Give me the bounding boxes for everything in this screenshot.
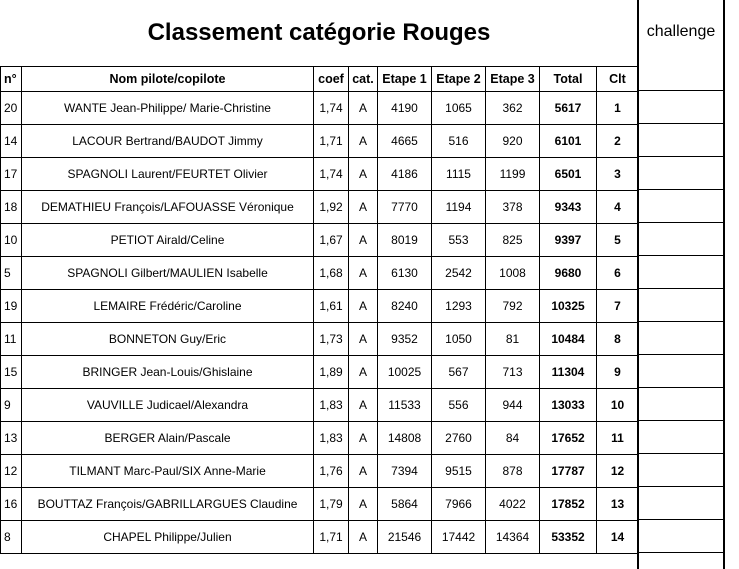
row-name: CHAPEL Philippe/Julien — [22, 521, 314, 554]
row-number: 14 — [1, 125, 22, 158]
row-name: BERGER Alain/Pascale — [22, 422, 314, 455]
row-etape2: 1293 — [432, 290, 486, 323]
row-clt: 8 — [597, 323, 639, 356]
col-header-total: Total — [540, 67, 597, 92]
row-etape3: 378 — [486, 191, 540, 224]
challenge-header: challenge — [646, 23, 716, 40]
table-row — [1, 323, 639, 356]
row-number: 16 — [1, 488, 22, 521]
row-name: BOUTTAZ François/GABRILLARGUES Claudine — [22, 488, 314, 521]
table-row — [1, 191, 639, 224]
row-name: LEMAIRE Frédéric/Caroline — [22, 290, 314, 323]
row-clt: 4 — [597, 191, 639, 224]
row-number: 5 — [1, 257, 22, 290]
row-clt: 14 — [597, 521, 639, 554]
row-etape3: 792 — [486, 290, 540, 323]
row-cat: A — [349, 389, 378, 422]
row-total: 6101 — [540, 125, 597, 158]
table-row — [1, 455, 639, 488]
col-header-name: Nom pilote/copilote — [22, 67, 314, 92]
challenge-cell — [638, 355, 724, 388]
row-coef: 1,68 — [314, 257, 349, 290]
col-header-etape2: Etape 2 — [432, 67, 486, 92]
table-row — [1, 158, 639, 191]
row-etape1: 11533 — [378, 389, 432, 422]
row-coef: 1,76 — [314, 455, 349, 488]
row-etape3: 14364 — [486, 521, 540, 554]
row-etape3: 81 — [486, 323, 540, 356]
row-coef: 1,71 — [314, 521, 349, 554]
row-clt: 13 — [597, 488, 639, 521]
row-name: VAUVILLE Judicael/Alexandra — [22, 389, 314, 422]
row-coef: 1,79 — [314, 488, 349, 521]
row-number: 15 — [1, 356, 22, 389]
row-name: BONNETON Guy/Eric — [22, 323, 314, 356]
row-coef: 1,74 — [314, 92, 349, 125]
row-cat: A — [349, 488, 378, 521]
row-etape2: 556 — [432, 389, 486, 422]
row-total: 5617 — [540, 92, 597, 125]
row-etape1: 14808 — [378, 422, 432, 455]
row-etape3: 920 — [486, 125, 540, 158]
divider-left — [637, 0, 639, 569]
row-total: 10484 — [540, 323, 597, 356]
row-cat: A — [349, 290, 378, 323]
row-etape1: 6130 — [378, 257, 432, 290]
row-etape3: 944 — [486, 389, 540, 422]
row-etape1: 9352 — [378, 323, 432, 356]
row-etape2: 567 — [432, 356, 486, 389]
row-etape1: 8019 — [378, 224, 432, 257]
row-etape1: 4186 — [378, 158, 432, 191]
row-coef: 1,74 — [314, 158, 349, 191]
col-header-clt: Clt — [597, 67, 639, 92]
row-etape2: 1194 — [432, 191, 486, 224]
table-row — [1, 290, 639, 323]
ranking-table — [0, 66, 639, 554]
row-number: 10 — [1, 224, 22, 257]
row-clt: 12 — [597, 455, 639, 488]
row-etape3: 878 — [486, 455, 540, 488]
row-cat: A — [349, 92, 378, 125]
row-clt: 11 — [597, 422, 639, 455]
row-total: 9680 — [540, 257, 597, 290]
challenge-column — [638, 66, 724, 553]
row-clt: 6 — [597, 257, 639, 290]
challenge-cell — [638, 157, 724, 190]
row-total: 9343 — [540, 191, 597, 224]
row-cat: A — [349, 125, 378, 158]
row-etape1: 4665 — [378, 125, 432, 158]
row-clt: 10 — [597, 389, 639, 422]
row-cat: A — [349, 521, 378, 554]
row-clt: 1 — [597, 92, 639, 125]
row-etape1: 8240 — [378, 290, 432, 323]
table-row — [1, 521, 639, 554]
row-cat: A — [349, 158, 378, 191]
challenge-cell — [638, 223, 724, 256]
row-etape2: 9515 — [432, 455, 486, 488]
row-etape2: 7966 — [432, 488, 486, 521]
challenge-cell — [638, 520, 724, 553]
row-coef: 1,83 — [314, 389, 349, 422]
row-number: 17 — [1, 158, 22, 191]
table-row — [1, 125, 639, 158]
divider-right — [723, 0, 725, 569]
table-row — [1, 488, 639, 521]
row-coef: 1,67 — [314, 224, 349, 257]
row-cat: A — [349, 455, 378, 488]
row-number: 12 — [1, 455, 22, 488]
table-row — [1, 422, 639, 455]
row-name: SPAGNOLI Laurent/FEURTET Olivier — [22, 158, 314, 191]
row-number: 8 — [1, 521, 22, 554]
col-header-number: n° — [1, 67, 22, 92]
row-number: 9 — [1, 389, 22, 422]
row-clt: 9 — [597, 356, 639, 389]
row-coef: 1,92 — [314, 191, 349, 224]
row-cat: A — [349, 323, 378, 356]
row-coef: 1,71 — [314, 125, 349, 158]
table-row — [1, 356, 639, 389]
row-etape2: 2760 — [432, 422, 486, 455]
row-total: 9397 — [540, 224, 597, 257]
row-clt: 2 — [597, 125, 639, 158]
row-etape3: 362 — [486, 92, 540, 125]
row-etape2: 1050 — [432, 323, 486, 356]
row-cat: A — [349, 224, 378, 257]
row-etape1: 4190 — [378, 92, 432, 125]
row-total: 17787 — [540, 455, 597, 488]
challenge-header-cell — [638, 66, 724, 91]
row-cat: A — [349, 356, 378, 389]
row-total: 13033 — [540, 389, 597, 422]
row-name: WANTE Jean-Philippe/ Marie-Christine — [22, 92, 314, 125]
row-cat: A — [349, 191, 378, 224]
row-coef: 1,61 — [314, 290, 349, 323]
challenge-cell — [638, 289, 724, 322]
row-coef: 1,89 — [314, 356, 349, 389]
row-coef: 1,73 — [314, 323, 349, 356]
row-etape3: 713 — [486, 356, 540, 389]
challenge-cell — [638, 388, 724, 421]
row-clt: 7 — [597, 290, 639, 323]
col-header-cat: cat. — [349, 67, 378, 92]
challenge-cell — [638, 487, 724, 520]
table-row — [1, 389, 639, 422]
row-etape2: 17442 — [432, 521, 486, 554]
row-coef: 1,83 — [314, 422, 349, 455]
row-number: 19 — [1, 290, 22, 323]
page-title: Classement catégorie Rouges — [147, 19, 491, 46]
row-cat: A — [349, 257, 378, 290]
row-etape3: 1199 — [486, 158, 540, 191]
row-etape2: 1115 — [432, 158, 486, 191]
row-number: 11 — [1, 323, 22, 356]
row-total: 6501 — [540, 158, 597, 191]
row-etape2: 1065 — [432, 92, 486, 125]
row-name: SPAGNOLI Gilbert/MAULIEN Isabelle — [22, 257, 314, 290]
row-etape2: 553 — [432, 224, 486, 257]
row-etape3: 84 — [486, 422, 540, 455]
row-name: PETIOT Airald/Celine — [22, 224, 314, 257]
col-header-etape1: Etape 1 — [378, 67, 432, 92]
row-etape3: 1008 — [486, 257, 540, 290]
challenge-cell — [638, 124, 724, 157]
row-name: TILMANT Marc-Paul/SIX Anne-Marie — [22, 455, 314, 488]
row-etape3: 4022 — [486, 488, 540, 521]
row-etape2: 2542 — [432, 257, 486, 290]
header-row — [1, 67, 639, 92]
row-total: 10325 — [540, 290, 597, 323]
row-number: 13 — [1, 422, 22, 455]
challenge-cell — [638, 322, 724, 355]
row-clt: 3 — [597, 158, 639, 191]
row-name: LACOUR Bertrand/BAUDOT Jimmy — [22, 125, 314, 158]
row-total: 17652 — [540, 422, 597, 455]
table-row — [1, 92, 639, 125]
row-name: BRINGER Jean-Louis/Ghislaine — [22, 356, 314, 389]
challenge-cell — [638, 91, 724, 124]
table-row — [1, 224, 639, 257]
challenge-cell — [638, 190, 724, 223]
table-row — [1, 257, 639, 290]
row-cat: A — [349, 422, 378, 455]
row-etape3: 825 — [486, 224, 540, 257]
col-header-etape3: Etape 3 — [486, 67, 540, 92]
challenge-cell — [638, 256, 724, 289]
row-etape1: 7770 — [378, 191, 432, 224]
row-name: DEMATHIEU François/LAFOUASSE Véronique — [22, 191, 314, 224]
row-total: 17852 — [540, 488, 597, 521]
row-total: 53352 — [540, 521, 597, 554]
row-clt: 5 — [597, 224, 639, 257]
row-etape1: 10025 — [378, 356, 432, 389]
row-etape1: 21546 — [378, 521, 432, 554]
row-number: 18 — [1, 191, 22, 224]
challenge-cell — [638, 454, 724, 487]
col-header-coef: coef — [314, 67, 349, 92]
row-number: 20 — [1, 92, 22, 125]
challenge-cell — [638, 421, 724, 454]
row-etape2: 516 — [432, 125, 486, 158]
row-total: 11304 — [540, 356, 597, 389]
row-etape1: 5864 — [378, 488, 432, 521]
row-etape1: 7394 — [378, 455, 432, 488]
